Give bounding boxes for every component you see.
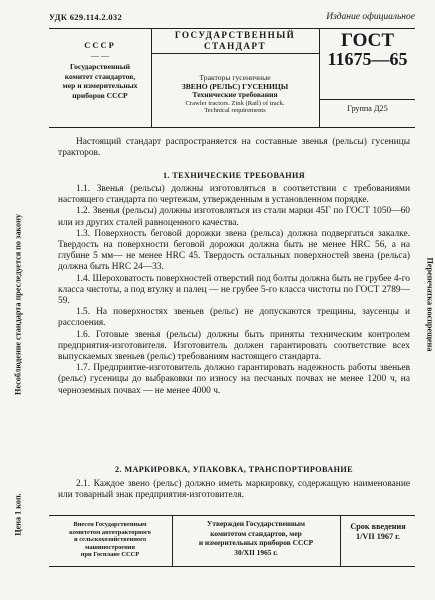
submitted-by: Внесен Государственным комитетом автотракторного и сельскохозяйственного машиностроения при Госплане СССР	[69, 521, 151, 559]
english-subtitle: Technical requirements	[204, 107, 266, 115]
price-label: Цена 1 коп.	[13, 493, 23, 536]
committee-name: Государственный комитет стандартов, мер и измерительных приборов СССР	[62, 62, 138, 100]
paragraph-1-2: 1.2. Звенья (рельсы) должны изготовляться из стали марки 45Г по ГОСТ 1050—60 или из других сталей равноценного качества.	[58, 206, 410, 228]
english-title: Crawler tractors. Zink (Rail) of track.	[185, 99, 285, 107]
top-row	[49, 12, 415, 24]
standard-block	[152, 30, 318, 115]
group-rule	[319, 99, 415, 100]
gost-label: ГОСТ	[340, 30, 395, 51]
group-label: Группа Д25	[347, 104, 388, 113]
paragraph-1-1: 1.1. Звенья (рельсы) должны изготовляться в соответствии с требованиями настоящего стандарта по чертежам, утвержденным в установленном порядке.	[58, 184, 410, 206]
paragraph-2-1: 2.1. Каждое звено (рельс) должно иметь маркировку, содержащую наименование или товарный знак предприятия-изготовителя.	[58, 479, 410, 501]
footer-top-rule	[49, 515, 415, 516]
law-notice: Несоблюдение стандарта преследуется по закону	[13, 214, 23, 395]
intro-text: Настоящий стандарт распространяется на составные звенья (рельсы) гусеницы тракторов.	[58, 137, 410, 159]
ussr-label: СССР	[84, 40, 116, 50]
document-title: ЗВЕНО (РЕЛЬС) ГУСЕНИЦЫ	[181, 81, 289, 91]
gost-block	[320, 30, 415, 68]
paragraph-1-4: 1.4. Шероховатость поверхностей отверстий под болты должна быть не грубее 4-го класса чистоты, а под втулку и палец — не грубее 5-го класса чистоты по ГОСТ 2789—59.	[58, 273, 410, 307]
paragraph-1-6: 1.6. Готовые звенья (рельсы) должны быть приняты техническим контролем предприятия-изготовителя. Изготовитель должен гарантировать соответствие всех выпускаемых звеньев (рельс) требованиям настоящего стандарта.	[58, 329, 410, 363]
section-2-title: 2. МАРКИРОВКА, УПАКОВКА, ТРАНСПОРТИРОВАНИЕ	[114, 465, 354, 474]
paragraph-1-5: 1.5. На поверхностях звеньев (рельс) не допускаются трещины, заусенцы и расслоения.	[58, 307, 410, 329]
edition-label: Издание официальное	[326, 12, 415, 22]
effective-date: Срок введения 1/VII 1967 г.	[350, 522, 406, 541]
approved-by: Утвержден Государственным комитетом стандартов, мер и измерительных приборов СССР 30/XII 1965 г.	[198, 519, 314, 557]
section-1-title: 1. ТЕХНИЧЕСКИЕ ТРЕБОВАНИЯ	[162, 171, 306, 180]
standard-title	[152, 74, 318, 115]
section-2-body	[58, 479, 410, 501]
subject: Тракторы гусеничные	[199, 73, 271, 82]
document-subtitle: Технические требования	[192, 90, 278, 100]
gost-number: 11675—65	[327, 49, 408, 69]
paragraph-1-3: 1.3. Поверхность беговой дорожки звена (рельса) должна подвергаться закалке. Твердость на поверхности беговой дорожки должна быть не менее HRC 56, а на глубине 5 мм— не менее HRC 45. Твердость остальных поверхностей звена (рельса) должна быть HRC 24—33.	[58, 228, 410, 273]
standard-heading: ГОСУДАРСТВЕННЫЙ СТАНДАРТ	[174, 30, 296, 51]
dash-separator: — —	[91, 51, 109, 60]
reprint-notice: Перепечатка воспрещена	[425, 257, 435, 352]
paragraph-1-7: 1.7. Предприятие-изготовитель должно гарантировать надежность работы звеньев (рельс) гусеницы до выбраковки по износу на песчаных почвах не менее 1200 ч, на черноземных почвах — не менее 4000 ч.	[58, 363, 410, 396]
issuer-block	[49, 30, 151, 100]
udk-code: УДК 629.114.2.032	[49, 12, 123, 22]
footer-bottom-rule	[49, 566, 415, 567]
header-top-rule	[49, 28, 415, 29]
section-1-body	[58, 184, 410, 397]
header-bottom-rule	[49, 127, 415, 128]
